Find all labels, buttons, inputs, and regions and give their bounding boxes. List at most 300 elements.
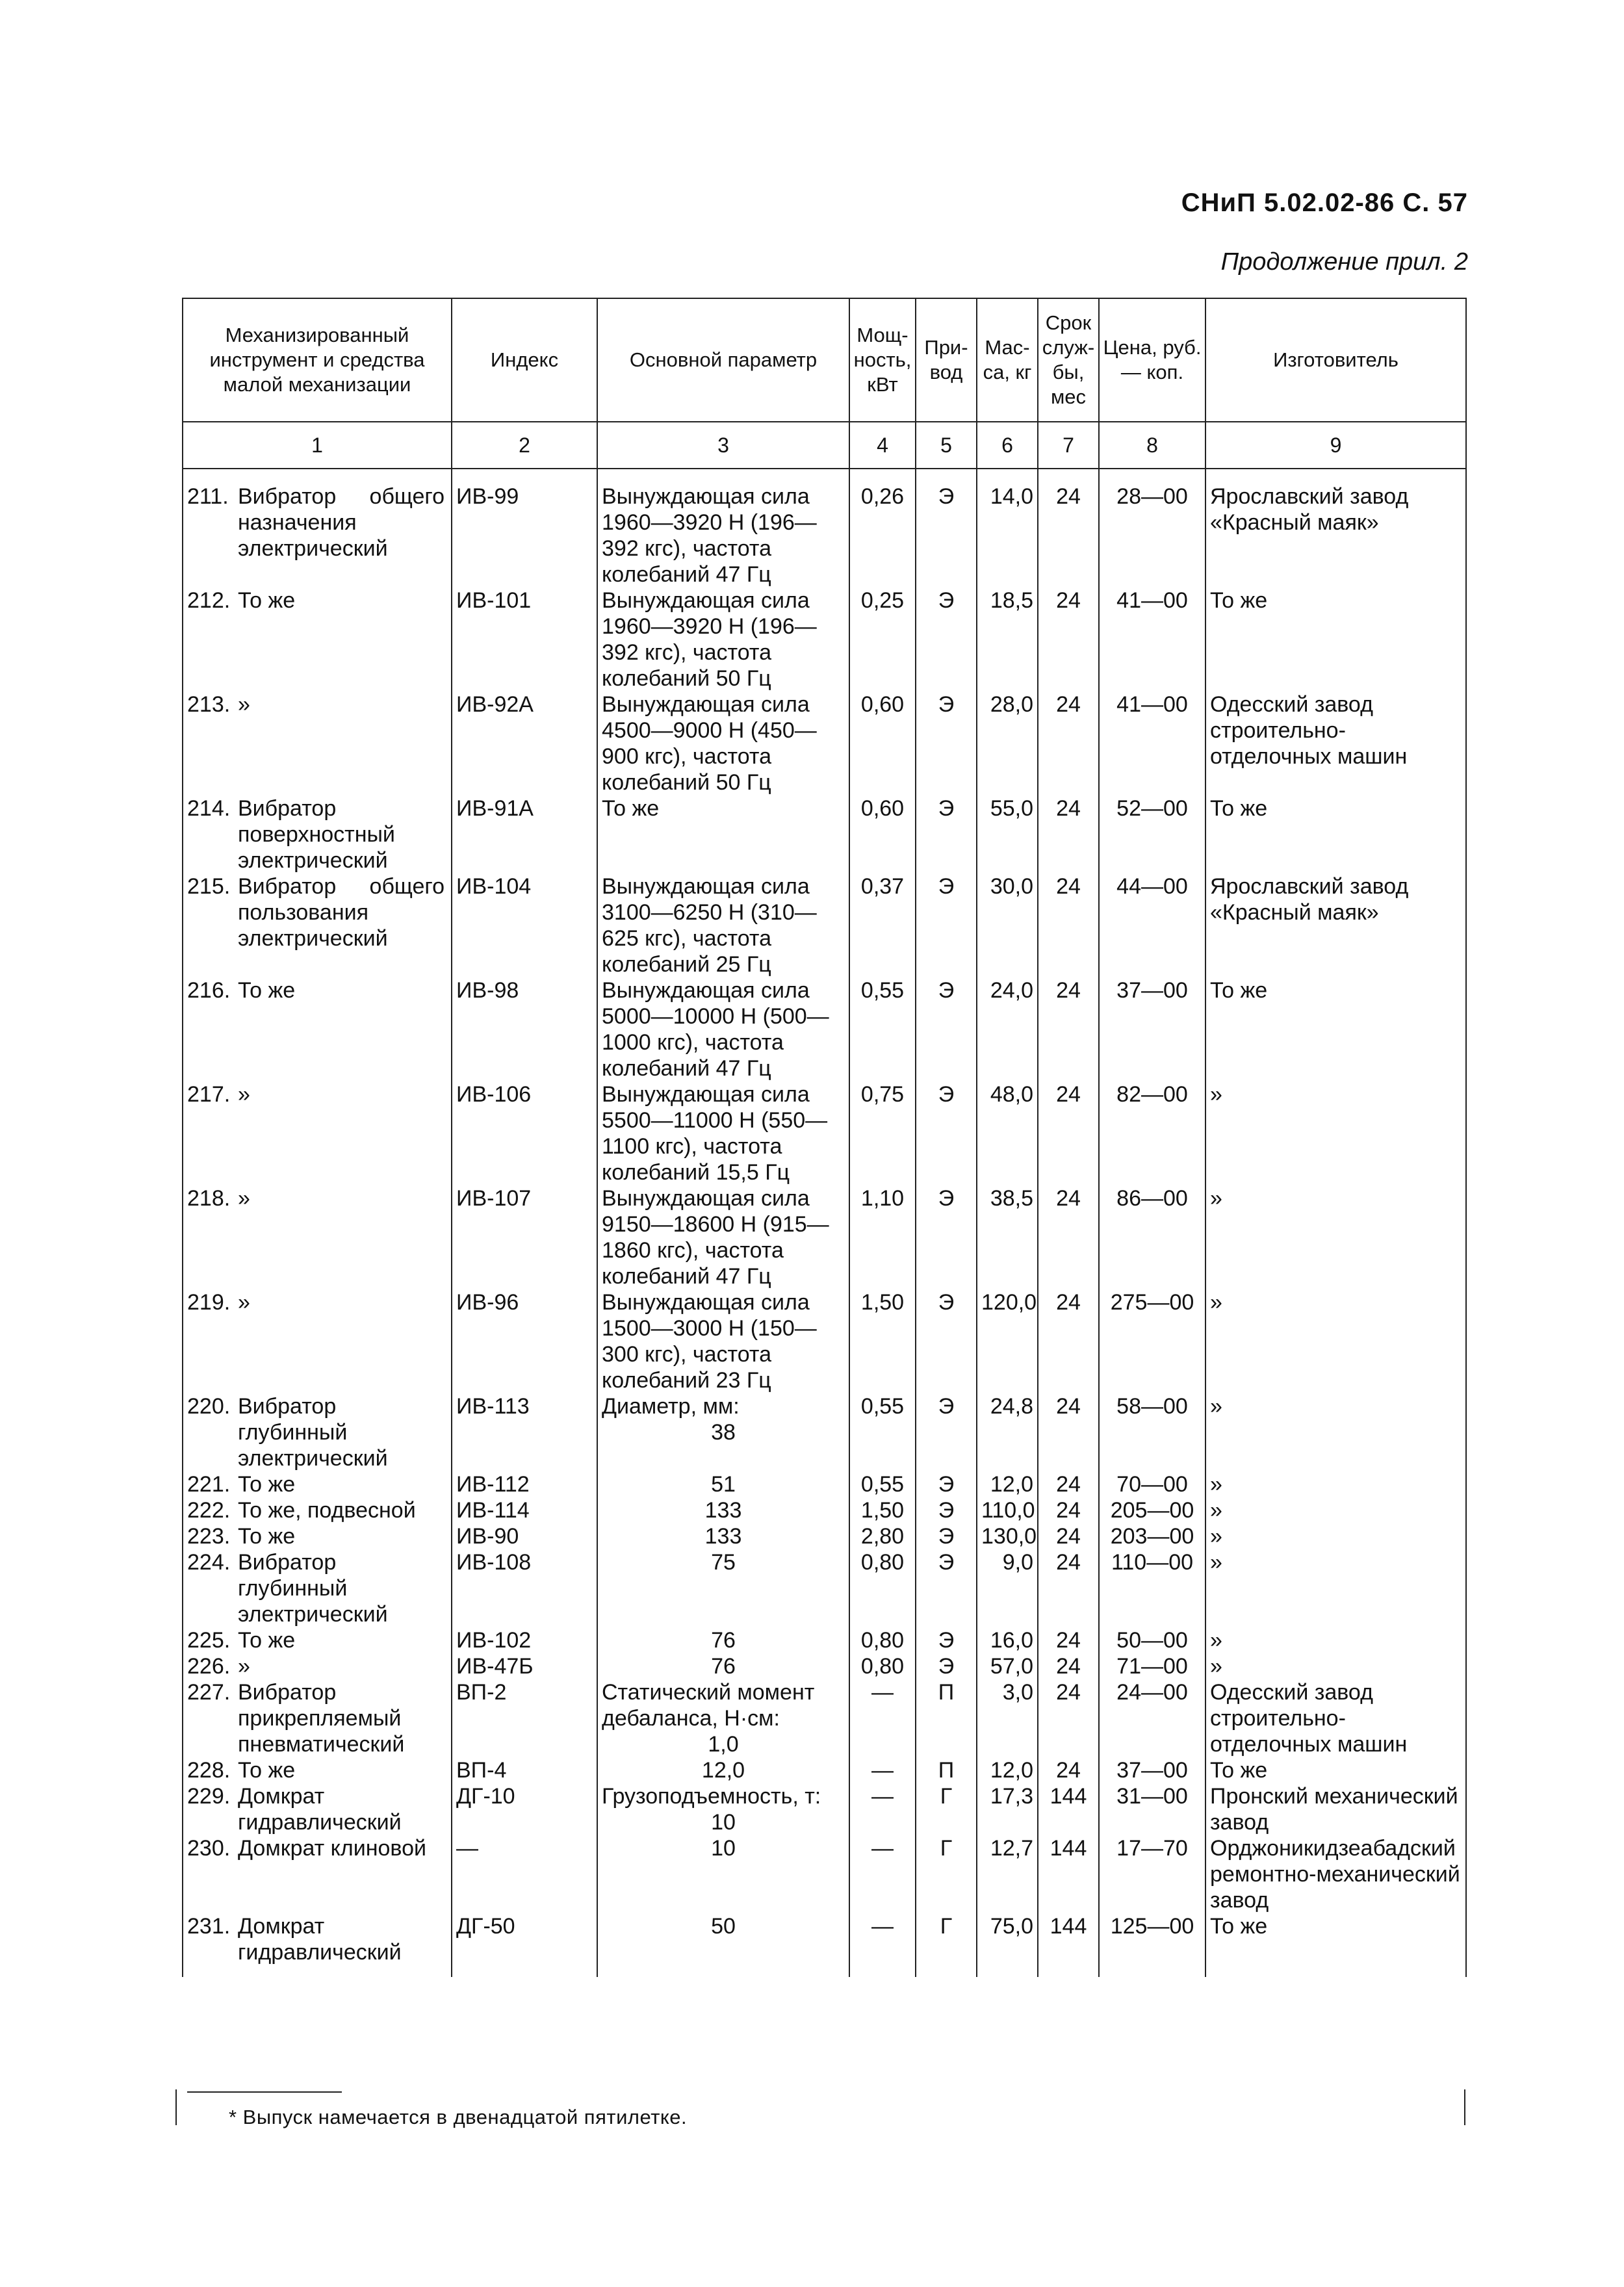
item-service-life: 24 — [1038, 1679, 1099, 1757]
item-param: 12,0 — [701, 1758, 745, 1783]
item-drive: Э — [916, 795, 977, 873]
item-drive: Э — [916, 1289, 977, 1393]
column-number: 4 — [849, 422, 916, 469]
item-param: Вынуждающая сила 5500—11000 Н (550—1100 кгс), частота колебаний 15,5 Гц — [602, 1082, 828, 1185]
item-number: 225. — [187, 1628, 231, 1653]
item-index: ИВ-113 — [452, 1393, 597, 1471]
item-index: ИВ-107 — [452, 1185, 597, 1289]
item-mass: 38,5 — [977, 1185, 1038, 1289]
column-number: 1 — [183, 422, 452, 469]
item-price: 28—00 — [1099, 469, 1205, 588]
table-row — [183, 1653, 1466, 1679]
item-service-life: 24 — [1038, 1289, 1099, 1393]
item-power: 0,26 — [849, 469, 916, 588]
item-drive: Г — [916, 1835, 977, 1913]
item-number: 213. — [187, 692, 231, 717]
item-name: То же — [238, 1628, 296, 1653]
item-mass: 57,0 — [977, 1653, 1038, 1679]
item-param: Вынуждающая сила 1960—3920 Н (196—392 кгс), частота колебаний 47 Гц — [602, 484, 817, 587]
item-drive: Э — [916, 1523, 977, 1549]
table-row — [183, 1913, 1466, 1977]
item-name: То же — [238, 1524, 296, 1549]
item-name-cell — [183, 691, 452, 795]
item-price: 44—00 — [1099, 873, 1205, 977]
item-manufacturer: » — [1205, 1185, 1466, 1289]
item-param-cell — [597, 1549, 849, 1627]
item-param: 51 — [711, 1472, 736, 1497]
item-price: 24—00 — [1099, 1679, 1205, 1757]
item-power: 2,80 — [849, 1523, 916, 1549]
item-manufacturer: Ярославский завод «Красный маяк» — [1205, 469, 1466, 588]
item-price: 125—00 — [1099, 1913, 1205, 1977]
item-name: Вибратор общего пользования электрический — [238, 874, 445, 951]
item-mass: 130,0 — [977, 1523, 1038, 1549]
item-mass: 28,0 — [977, 691, 1038, 795]
column-header: При-вод — [916, 298, 977, 422]
item-index: ИВ-90 — [452, 1523, 597, 1549]
item-service-life: 24 — [1038, 1497, 1099, 1523]
item-manufacturer: » — [1205, 1627, 1466, 1653]
item-power: — — [849, 1913, 916, 1977]
item-manufacturer: То же — [1205, 795, 1466, 873]
item-param: Вынуждающая сила 1500—3000 Н (150—300 кгс), частота колебаний 23 Гц — [602, 1290, 817, 1393]
table-row — [183, 795, 1466, 873]
item-param-cell — [597, 1289, 849, 1393]
item-name-cell — [183, 1289, 452, 1393]
item-index: ИВ-102 — [452, 1627, 597, 1653]
item-param-cell — [597, 1471, 849, 1497]
table-row — [183, 1549, 1466, 1627]
item-service-life: 24 — [1038, 1471, 1099, 1497]
item-price: 70—00 — [1099, 1471, 1205, 1497]
item-param-cell — [597, 1523, 849, 1549]
item-param: 76 — [711, 1628, 736, 1653]
table-row — [183, 469, 1466, 588]
item-power: 0,55 — [849, 977, 916, 1081]
item-manufacturer: Одесский завод строительно-отделочных машин — [1205, 1679, 1466, 1757]
item-number: 227. — [187, 1680, 231, 1705]
continuation-label: Продолжение прил. 2 — [1220, 248, 1468, 276]
item-param-cell — [597, 1783, 849, 1835]
item-power: 1,50 — [849, 1497, 916, 1523]
item-index: ИВ-47Б — [452, 1653, 597, 1679]
item-service-life: 24 — [1038, 1653, 1099, 1679]
item-param-cell — [597, 1757, 849, 1783]
item-service-life: 24 — [1038, 1523, 1099, 1549]
item-mass: 16,0 — [977, 1627, 1038, 1653]
table-row — [183, 1081, 1466, 1185]
item-name: » — [238, 1654, 250, 1679]
item-param-cell — [597, 1393, 849, 1471]
item-price: 37—00 — [1099, 1757, 1205, 1783]
item-mass: 48,0 — [977, 1081, 1038, 1185]
item-manufacturer: » — [1205, 1289, 1466, 1393]
item-mass: 110,0 — [977, 1497, 1038, 1523]
column-header: Срок служ-бы, мес — [1038, 298, 1099, 422]
item-manufacturer: Орджоникидзеабадский ремонтно-механический завод — [1205, 1835, 1466, 1913]
item-service-life: 24 — [1038, 469, 1099, 588]
item-service-life: 24 — [1038, 1393, 1099, 1471]
table-row — [183, 1783, 1466, 1835]
item-index: ИВ-98 — [452, 977, 597, 1081]
item-mass: 75,0 — [977, 1913, 1038, 1977]
item-price: 52—00 — [1099, 795, 1205, 873]
item-name: Вибратор глубинный электрический — [238, 1394, 388, 1471]
item-param-cell — [597, 977, 849, 1081]
item-manufacturer: » — [1205, 1471, 1466, 1497]
item-index: ИВ-104 — [452, 873, 597, 977]
table-row — [183, 1185, 1466, 1289]
item-drive: Г — [916, 1913, 977, 1977]
item-power: — — [849, 1757, 916, 1783]
column-number: 2 — [452, 422, 597, 469]
item-number: 216. — [187, 978, 231, 1003]
column-number: 5 — [916, 422, 977, 469]
item-name-cell — [183, 1783, 452, 1835]
item-drive: Э — [916, 691, 977, 795]
footnote-separator — [187, 2091, 342, 2093]
item-name: То же, подвесной — [238, 1498, 416, 1523]
item-price: 31—00 — [1099, 1783, 1205, 1835]
item-drive: Э — [916, 873, 977, 977]
item-drive: Э — [916, 1185, 977, 1289]
column-number: 8 — [1099, 422, 1205, 469]
item-name-cell — [183, 1185, 452, 1289]
item-name: Вибратор прикрепляемый пневматический — [238, 1680, 405, 1757]
item-param-cell — [597, 1185, 849, 1289]
item-mass: 12,0 — [977, 1757, 1038, 1783]
item-number: 223. — [187, 1524, 231, 1549]
item-drive: П — [916, 1679, 977, 1757]
table-row — [183, 1393, 1466, 1471]
table-row — [183, 1757, 1466, 1783]
item-number: 214. — [187, 796, 231, 821]
item-manufacturer: То же — [1205, 977, 1466, 1081]
item-price: 203—00 — [1099, 1523, 1205, 1549]
item-index: ИВ-96 — [452, 1289, 597, 1393]
item-name-cell — [183, 1393, 452, 1471]
item-index: ИВ-114 — [452, 1497, 597, 1523]
document-code: СНиП 5.02.02-86 С. 57 — [1181, 188, 1468, 217]
item-index: ДГ-50 — [452, 1913, 597, 1977]
item-drive: Э — [916, 1653, 977, 1679]
item-service-life: 24 — [1038, 873, 1099, 977]
footnote: * Выпуск намечается в двенадцатой пятилетке. — [229, 2106, 688, 2128]
item-mass: 14,0 — [977, 469, 1038, 588]
item-power: 0,75 — [849, 1081, 916, 1185]
item-param: 133 — [704, 1524, 742, 1549]
item-service-life: 24 — [1038, 588, 1099, 691]
item-param-cell — [597, 469, 849, 588]
item-name-cell — [183, 1627, 452, 1653]
item-index: ВП-2 — [452, 1679, 597, 1757]
item-name-cell — [183, 977, 452, 1081]
item-drive: Э — [916, 977, 977, 1081]
item-price: 50—00 — [1099, 1627, 1205, 1653]
item-price: 71—00 — [1099, 1653, 1205, 1679]
item-param: 75 — [711, 1550, 736, 1575]
item-power: 0,55 — [849, 1471, 916, 1497]
item-manufacturer: » — [1205, 1497, 1466, 1523]
item-price: 58—00 — [1099, 1393, 1205, 1471]
item-name: Вибратор глубинный электрический — [238, 1550, 388, 1627]
table-edge-left — [175, 2089, 177, 2125]
item-name-cell — [183, 588, 452, 691]
item-index: — — [452, 1835, 597, 1913]
item-number: 231. — [187, 1914, 231, 1939]
item-param-cell — [597, 1835, 849, 1913]
item-price: 275—00 — [1099, 1289, 1205, 1393]
item-manufacturer: » — [1205, 1523, 1466, 1549]
item-manufacturer: То же — [1205, 1757, 1466, 1783]
item-service-life: 24 — [1038, 691, 1099, 795]
item-param-cell — [597, 1679, 849, 1757]
item-name-cell — [183, 1523, 452, 1549]
item-name: Вибратор поверхностный электрический — [238, 796, 395, 873]
item-index: ДГ-10 — [452, 1783, 597, 1835]
item-param: Вынуждающая сила 1960—3920 Н (196—392 кгс), частота колебаний 50 Гц — [602, 588, 817, 691]
item-drive: Э — [916, 1627, 977, 1653]
item-power: — — [849, 1679, 916, 1757]
item-power: 0,55 — [849, 1393, 916, 1471]
table-row — [183, 1523, 1466, 1549]
item-service-life: 24 — [1038, 1627, 1099, 1653]
item-mass: 24,8 — [977, 1393, 1038, 1471]
item-number: 226. — [187, 1654, 231, 1679]
item-name: То же — [238, 978, 296, 1003]
item-name-cell — [183, 873, 452, 977]
item-mass: 12,7 — [977, 1835, 1038, 1913]
item-power: 0,37 — [849, 873, 916, 977]
item-number: 222. — [187, 1498, 231, 1523]
item-param: Вынуждающая сила 3100—6250 Н (310—625 кгс), частота колебаний 25 Гц — [602, 874, 817, 977]
item-number: 215. — [187, 874, 231, 899]
item-manufacturer: Ярославский завод «Красный маяк» — [1205, 873, 1466, 977]
item-name-cell — [183, 1497, 452, 1523]
item-name-cell — [183, 1913, 452, 1977]
item-drive: П — [916, 1757, 977, 1783]
table-row — [183, 1471, 1466, 1497]
item-index: ИВ-92А — [452, 691, 597, 795]
column-number: 3 — [597, 422, 849, 469]
item-name-cell — [183, 1835, 452, 1913]
item-param: 1,0 — [708, 1732, 739, 1757]
item-service-life: 24 — [1038, 1081, 1099, 1185]
item-name-cell — [183, 469, 452, 588]
param-group-header: Грузоподъемность, т: — [602, 1784, 821, 1809]
table-row — [183, 691, 1466, 795]
item-mass: 18,5 — [977, 588, 1038, 691]
item-drive: Э — [916, 1471, 977, 1497]
item-number: 229. — [187, 1784, 231, 1809]
item-power: 1,10 — [849, 1185, 916, 1289]
item-param: 10 — [711, 1836, 736, 1861]
column-number: 9 — [1205, 422, 1466, 469]
item-name: Домкрат гидравлический — [238, 1914, 402, 1965]
item-service-life: 24 — [1038, 1185, 1099, 1289]
item-name: То же — [238, 1758, 296, 1783]
item-param-cell — [597, 1627, 849, 1653]
item-mass: 30,0 — [977, 873, 1038, 977]
item-param-cell — [597, 795, 849, 873]
table-row — [183, 1627, 1466, 1653]
item-mass: 12,0 — [977, 1471, 1038, 1497]
item-price: 82—00 — [1099, 1081, 1205, 1185]
column-header: Механизированный инструмент и средства малой механизации — [183, 298, 452, 422]
item-name-cell — [183, 1757, 452, 1783]
item-power: — — [849, 1835, 916, 1913]
item-drive: Э — [916, 1497, 977, 1523]
item-param-cell — [597, 873, 849, 977]
item-param-cell — [597, 691, 849, 795]
item-name: » — [238, 1082, 250, 1107]
item-name-cell — [183, 1471, 452, 1497]
item-param: 50 — [711, 1914, 736, 1939]
page-header — [1181, 188, 1468, 218]
item-name: » — [238, 692, 250, 717]
item-manufacturer: То же — [1205, 1913, 1466, 1977]
table-row — [183, 1835, 1466, 1913]
item-name: Вибратор общего назначения электрический — [238, 484, 445, 561]
item-price: 110—00 — [1099, 1549, 1205, 1627]
item-power: 0,25 — [849, 588, 916, 691]
item-index: ИВ-101 — [452, 588, 597, 691]
item-service-life: 24 — [1038, 1549, 1099, 1627]
item-price: 205—00 — [1099, 1497, 1205, 1523]
item-name: » — [238, 1290, 250, 1315]
item-manufacturer: Одесский завод строительно-отделочных машин — [1205, 691, 1466, 795]
item-param-cell — [597, 1081, 849, 1185]
item-index: ИВ-108 — [452, 1549, 597, 1627]
item-manufacturer: » — [1205, 1393, 1466, 1471]
item-manufacturer: Пронский механический завод — [1205, 1783, 1466, 1835]
item-drive: Э — [916, 588, 977, 691]
item-name: То же — [238, 588, 296, 613]
item-name-cell — [183, 1679, 452, 1757]
item-index: ИВ-106 — [452, 1081, 597, 1185]
table-row — [183, 1497, 1466, 1523]
item-name: » — [238, 1186, 250, 1211]
item-name-cell — [183, 1653, 452, 1679]
item-index: ИВ-112 — [452, 1471, 597, 1497]
item-service-life: 24 — [1038, 1757, 1099, 1783]
item-drive: Э — [916, 1549, 977, 1627]
item-index: ИВ-99 — [452, 469, 597, 588]
item-manufacturer: » — [1205, 1653, 1466, 1679]
item-number: 219. — [187, 1290, 231, 1315]
item-param: 38 — [711, 1420, 736, 1445]
param-group-header: Статический момент дебаланса, Н·см: — [602, 1680, 815, 1731]
table-body — [183, 469, 1466, 1977]
item-manufacturer: То же — [1205, 588, 1466, 691]
item-param-cell — [597, 1497, 849, 1523]
column-header: Изготовитель — [1205, 298, 1466, 422]
table-edge-right — [1464, 2089, 1465, 2125]
table-row — [183, 1679, 1466, 1757]
item-service-life: 144 — [1038, 1835, 1099, 1913]
item-mass: 24,0 — [977, 977, 1038, 1081]
item-price: 41—00 — [1099, 588, 1205, 691]
item-number: 220. — [187, 1394, 231, 1419]
item-name: То же — [238, 1472, 296, 1497]
item-number: 217. — [187, 1082, 231, 1107]
item-power: 1,50 — [849, 1289, 916, 1393]
item-service-life: 144 — [1038, 1783, 1099, 1835]
column-header: Мас-са, кг — [977, 298, 1038, 422]
item-number: 218. — [187, 1186, 231, 1211]
item-name: Домкрат клиновой — [238, 1836, 427, 1861]
item-power: 0,80 — [849, 1627, 916, 1653]
item-param-cell — [597, 588, 849, 691]
item-manufacturer: » — [1205, 1081, 1466, 1185]
item-service-life: 24 — [1038, 795, 1099, 873]
item-drive: Э — [916, 1393, 977, 1471]
item-service-life: 144 — [1038, 1913, 1099, 1977]
table-row — [183, 588, 1466, 691]
item-param: Вынуждающая сила 5000—10000 Н (500—1000 кгс), частота колебаний 47 Гц — [602, 978, 829, 1081]
item-param-cell — [597, 1653, 849, 1679]
item-number: 212. — [187, 588, 231, 613]
column-number: 6 — [977, 422, 1038, 469]
item-mass: 55,0 — [977, 795, 1038, 873]
column-header: Основной параметр — [597, 298, 849, 422]
item-index: ИВ-91А — [452, 795, 597, 873]
column-number-row — [183, 422, 1466, 469]
item-drive: Э — [916, 469, 977, 588]
item-number: 221. — [187, 1472, 231, 1497]
column-header: Индекс — [452, 298, 597, 422]
column-header: Цена, руб.— коп. — [1099, 298, 1205, 422]
column-header: Мощ-ность, кВт — [849, 298, 916, 422]
table-row — [183, 873, 1466, 977]
item-mass: 17,3 — [977, 1783, 1038, 1835]
item-name-cell — [183, 795, 452, 873]
table-row — [183, 977, 1466, 1081]
item-price: 86—00 — [1099, 1185, 1205, 1289]
table-row — [183, 1289, 1466, 1393]
item-mass: 120,0 — [977, 1289, 1038, 1393]
item-power: 0,80 — [849, 1653, 916, 1679]
item-param: Вынуждающая сила 4500—9000 Н (450—900 кгс), частота колебаний 50 Гц — [602, 692, 817, 795]
param-group-header: Диаметр, мм: — [602, 1394, 740, 1419]
item-manufacturer: » — [1205, 1549, 1466, 1627]
item-drive: Г — [916, 1783, 977, 1835]
item-name-cell — [183, 1549, 452, 1627]
item-param: 10 — [711, 1810, 736, 1835]
item-power: — — [849, 1783, 916, 1835]
item-drive: Э — [916, 1081, 977, 1185]
item-power: 0,80 — [849, 1549, 916, 1627]
item-param: 133 — [704, 1498, 742, 1523]
item-number: 211. — [187, 484, 229, 509]
item-power: 0,60 — [849, 795, 916, 873]
item-param: Вынуждающая сила 9150—18600 Н (915—1860 кгс), частота колебаний 47 Гц — [602, 1186, 829, 1289]
item-power: 0,60 — [849, 691, 916, 795]
item-price: 37—00 — [1099, 977, 1205, 1081]
item-number: 228. — [187, 1758, 231, 1783]
table-header-row — [183, 298, 1466, 422]
item-param-cell — [597, 1913, 849, 1977]
item-param: То же — [602, 796, 660, 821]
item-number: 224. — [187, 1550, 231, 1575]
item-param: 76 — [711, 1654, 736, 1679]
column-number: 7 — [1038, 422, 1099, 469]
item-number: 230. — [187, 1836, 231, 1861]
item-service-life: 24 — [1038, 977, 1099, 1081]
item-index: ВП-4 — [452, 1757, 597, 1783]
item-price: 17—70 — [1099, 1835, 1205, 1913]
equipment-table — [182, 298, 1467, 1977]
